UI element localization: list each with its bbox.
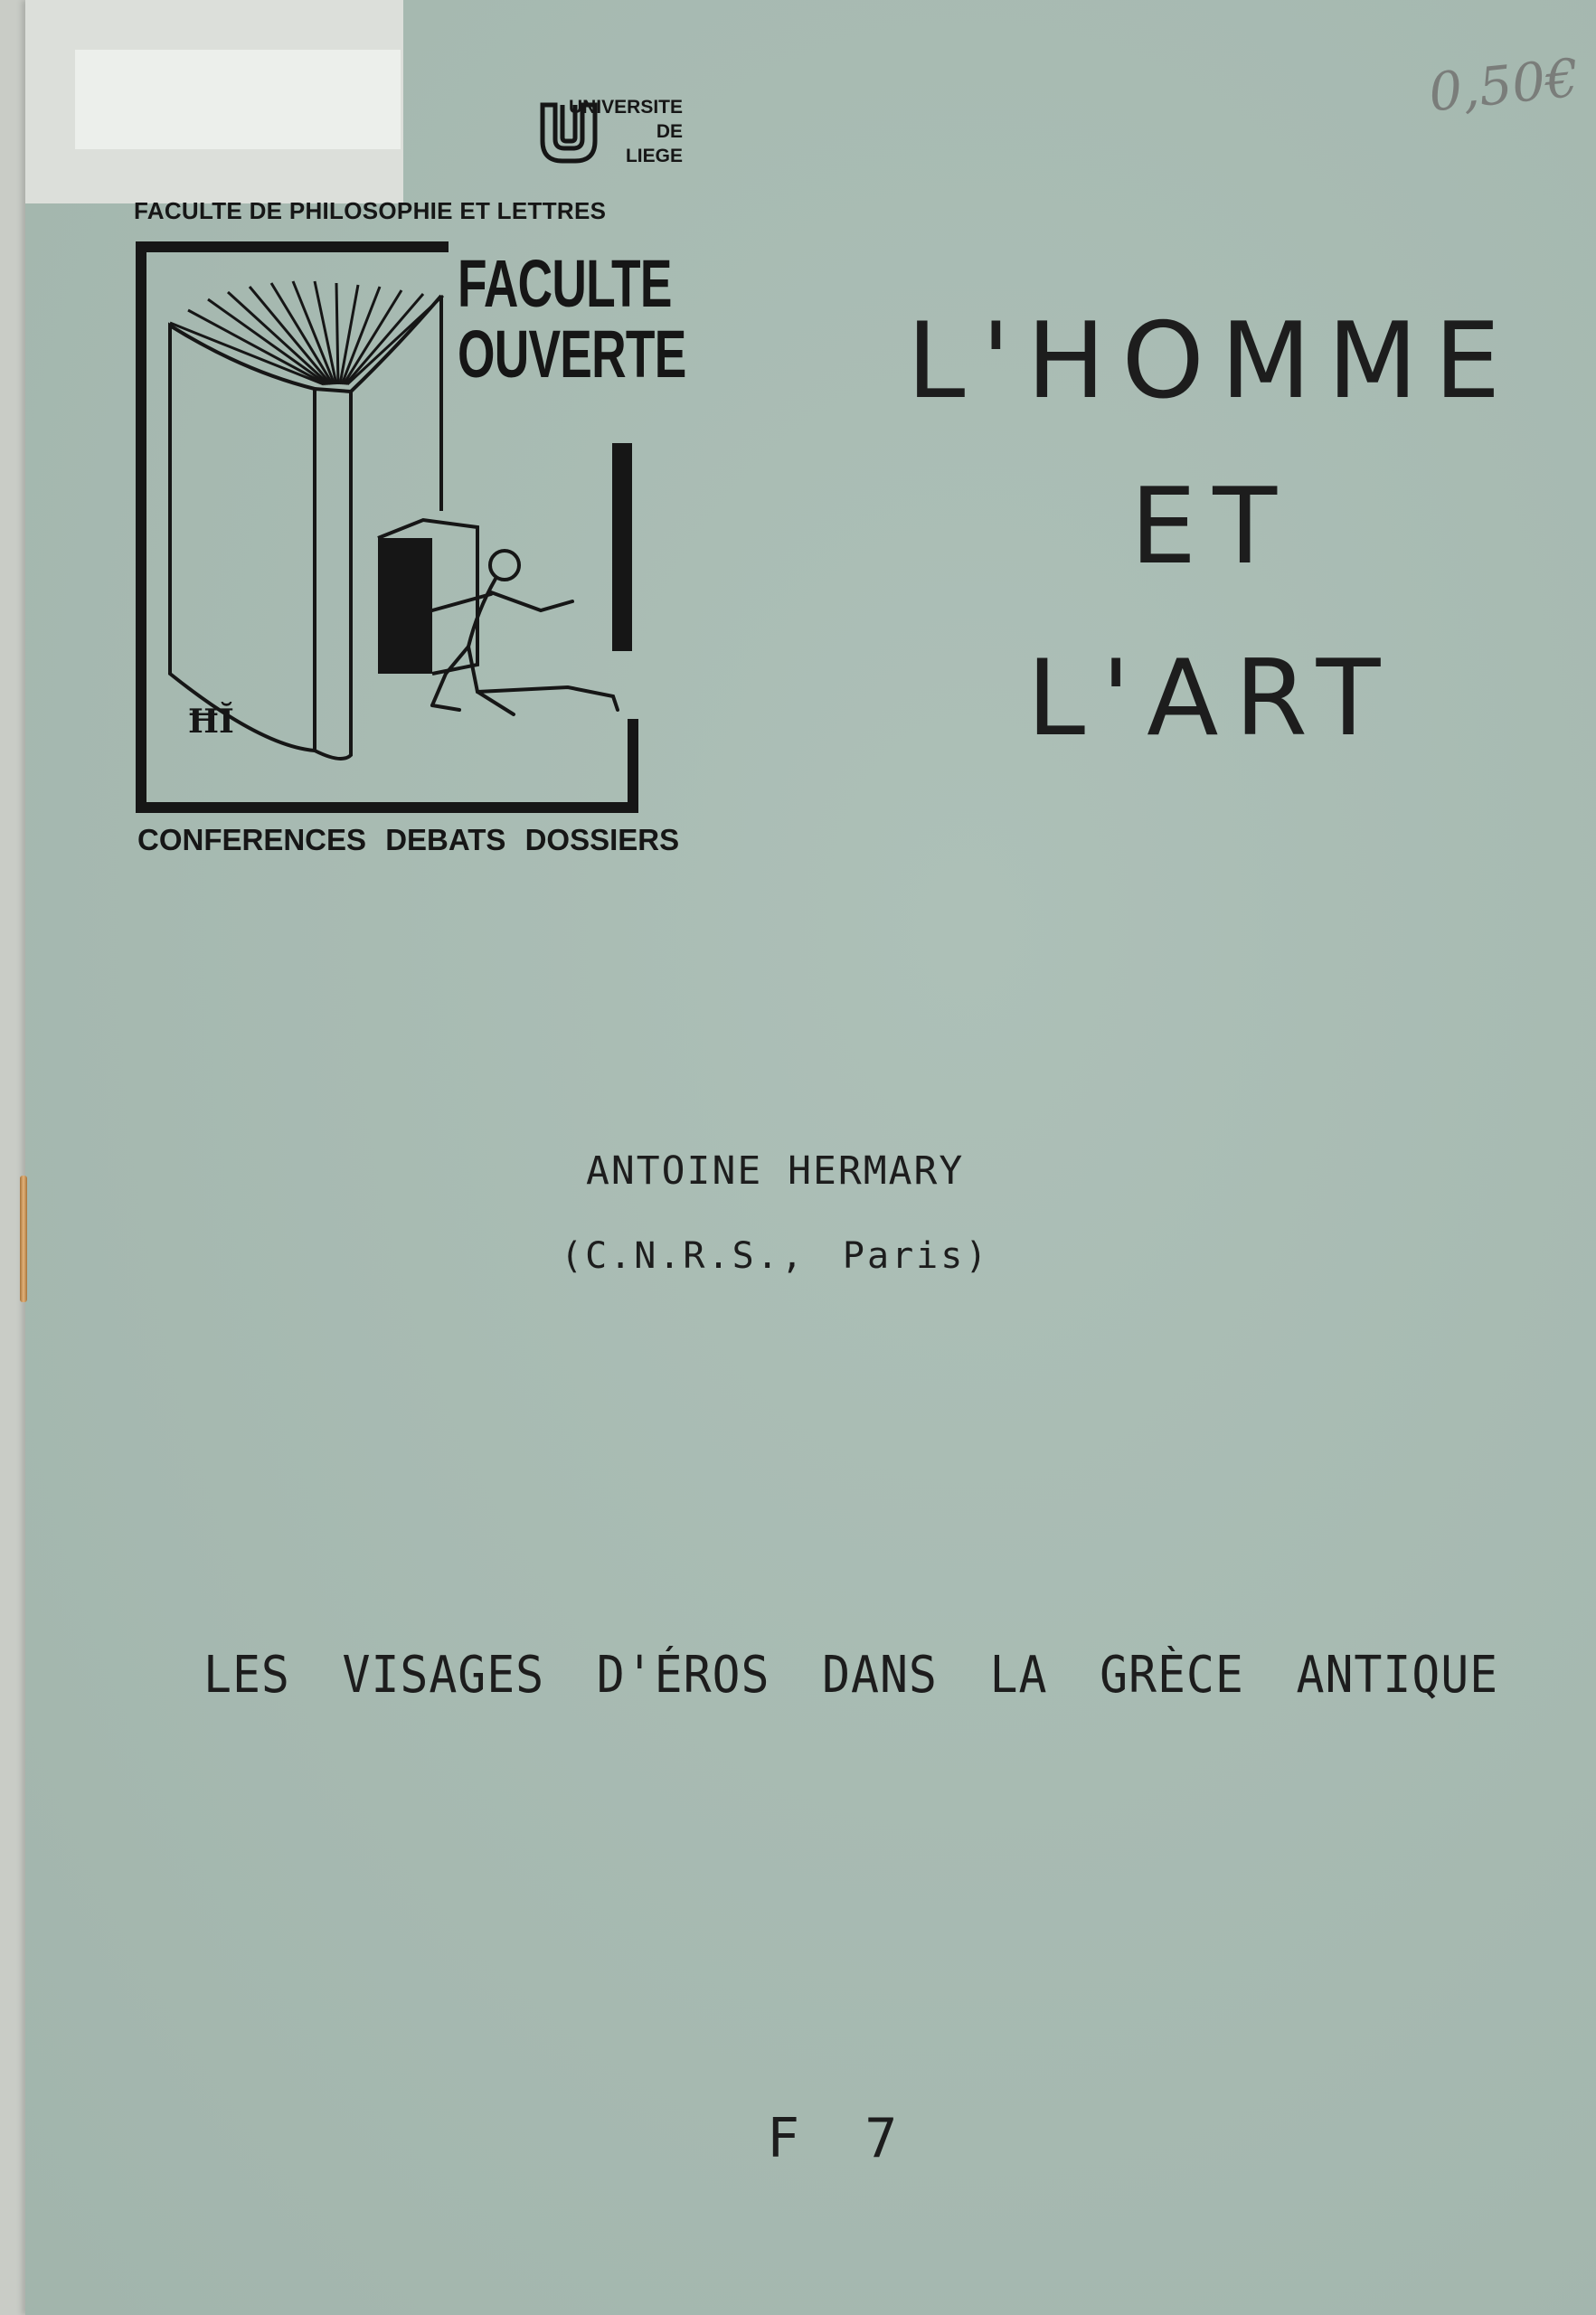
emblem-word-faculte: FACULTE <box>458 246 672 321</box>
sticker-label <box>25 0 403 203</box>
university-line-2: DE <box>656 121 683 142</box>
staple <box>20 1176 27 1302</box>
svg-text:ĦĬ: ĦĬ <box>188 703 234 741</box>
handwritten-price: 0,50€ <box>1425 46 1582 124</box>
series-code: F 7 <box>767 2107 914 2170</box>
emblem-word-ouverte: OUVERTE <box>458 317 686 392</box>
faculte-ouverte-emblem <box>134 240 686 818</box>
university-name <box>534 95 683 168</box>
faculty-name: FACULTE DE PHILOSOPHIE ET LETTRES <box>134 197 607 224</box>
author-name: ANTOINE HERMARY <box>586 1148 965 1194</box>
university-line-3: LIEGE <box>625 146 683 166</box>
title-line-3: L'ART <box>1026 638 1397 760</box>
sticker-inner <box>75 50 401 149</box>
lecture-title: LES VISAGES D'ÉROS DANS LA GRÈCE ANTIQUE <box>203 1646 1499 1705</box>
university-line-1: UNIVERSITE <box>568 97 683 118</box>
author-affiliation: (C.N.R.S., Paris) <box>561 1235 990 1277</box>
title-line-1: L'HOMME <box>906 300 1517 422</box>
series-subtitle: CONFERENCES DEBATS DOSSIERS <box>137 823 680 856</box>
title-line-2: ET <box>1129 466 1294 588</box>
